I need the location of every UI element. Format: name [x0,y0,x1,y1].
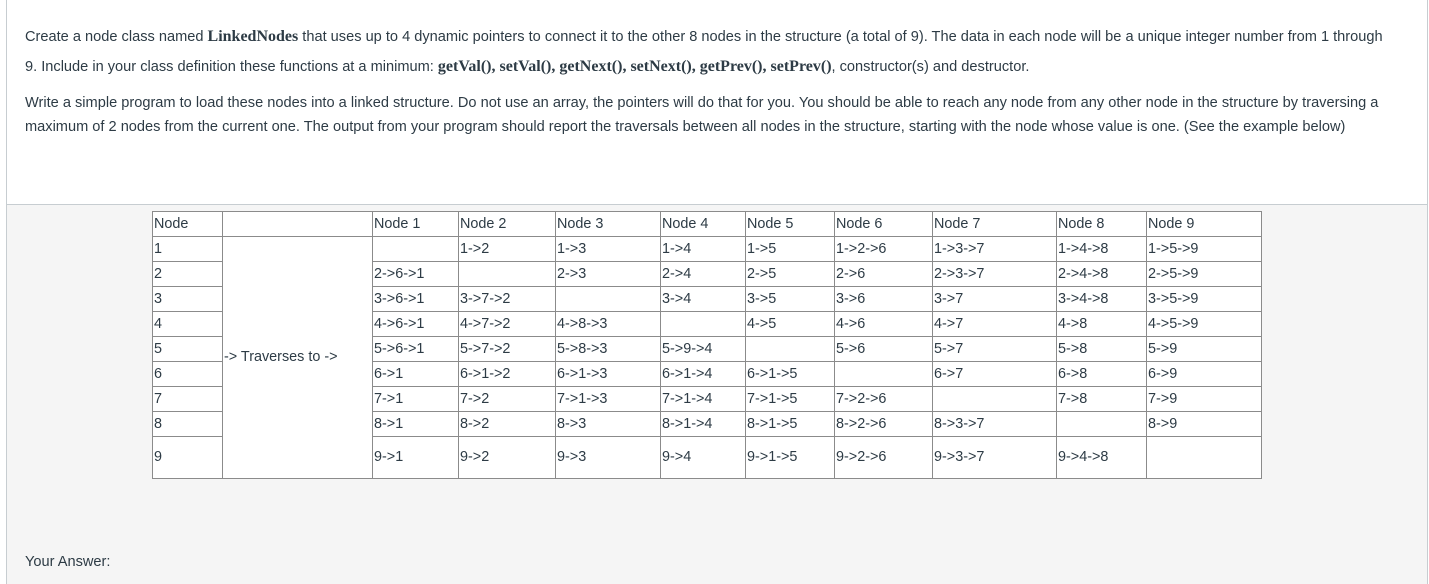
table-cell: 8->3->7 [933,412,1057,437]
class-name: LinkedNodes [207,28,299,45]
table-cell: 9->2 [459,437,556,479]
table-cell: 6->1->2 [459,362,556,387]
table-cell: 7->2->6 [835,387,933,412]
table-cell: 8->3 [556,412,661,437]
table-cell: 4->7 [933,312,1057,337]
row-label: 2 [153,262,223,287]
table-cell: 2->3->7 [933,262,1057,287]
table-cell: 1->5 [746,237,835,262]
table-cell: 8->1->4 [661,412,746,437]
table-cell [933,387,1057,412]
traverses-header-cell [223,212,373,237]
question-paragraph-2: Write a simple program to load these nodes into a linked structure. Do not use an array, the pointers will do that for you. You should be able to reach any node from any other node in the structure by traversing a maximum of 2 nodes from the current one. The output from your program should report the traversals between all nodes in the structure, starting with the node whose value is one. (See the example below) [25,95,1379,135]
table-cell: 6->7 [933,362,1057,387]
table-cell: 9->3->7 [933,437,1057,479]
table-cell: 6->1 [373,362,459,387]
table-cell [459,262,556,287]
table-cell: 2->4->8 [1057,262,1147,287]
table-cell: 7->1 [373,387,459,412]
table-cell: 4->6->1 [373,312,459,337]
table-cell [373,237,459,262]
function-name: getPrev() [699,58,763,75]
function-name: setVal() [499,58,552,75]
table-cell [1057,412,1147,437]
column-header: Node 4 [661,212,746,237]
table-cell: 8->1->5 [746,412,835,437]
table-cell: 1->4 [661,237,746,262]
row-label: 6 [153,362,223,387]
table-cell: 7->9 [1147,387,1262,412]
table-cell [746,337,835,362]
table-cell: 9->1 [373,437,459,479]
traversal-table [152,211,1262,479]
table-cell: 3->7 [933,287,1057,312]
table-cell: 7->8 [1057,387,1147,412]
column-header: Node 8 [1057,212,1147,237]
column-header: Node 6 [835,212,933,237]
table-cell: 8->2->6 [835,412,933,437]
table-cell: 2->6->1 [373,262,459,287]
table-cell: 3->4->8 [1057,287,1147,312]
table-cell: 5->9->4 [661,337,746,362]
question-text-area [7,0,1427,205]
table-cell: 2->3 [556,262,661,287]
traverses-to-label: -> Traverses to -> [223,237,373,479]
table-cell: 7->1->5 [746,387,835,412]
column-header: Node 9 [1147,212,1262,237]
row-header-cell: Node [153,212,223,237]
table-cell: 5->7 [933,337,1057,362]
function-name: getVal() [437,58,492,75]
table-cell: 9->3 [556,437,661,479]
table-cell: 9->4->8 [1057,437,1147,479]
table-cell [1147,437,1262,479]
table-cell: 6->9 [1147,362,1262,387]
table-row [153,237,1262,262]
table-cell: 5->7->2 [459,337,556,362]
function-name: getNext() [559,58,623,75]
your-answer-label: Your Answer: [25,554,111,570]
table-cell: 7->1->3 [556,387,661,412]
row-label: 7 [153,387,223,412]
table-cell: 3->6 [835,287,933,312]
table-cell: 4->5->9 [1147,312,1262,337]
function-name: setNext() [630,58,692,75]
table-cell: 6->8 [1057,362,1147,387]
question-text: Create a node class named [25,29,208,45]
table-cell: 1->2 [459,237,556,262]
question-paragraph-1: Create a node class named LinkedNodes that uses up to 4 dynamic pointers to connect it to the other 8 nodes in the structure (a total of 9). The data in each node will be a unique integer number from 1 through 9. Include in your class definition these functions at a minimum: getVal(), setVal(), getNext(), setNext(), getPrev(), setPrev(), constructor(s) and destructor. [25,28,1383,75]
table-cell: 6->1->5 [746,362,835,387]
table-cell [835,362,933,387]
table-header-row [153,212,1262,237]
table-cell: 1->2->6 [835,237,933,262]
question-text: that uses up to 4 dynamic pointers to connect it to the other 8 nodes in the structure (a total of 9). The data in each node will be a unique integer number from 1 through 9. Include in your class definition these functions at a minimum: [25,29,1383,75]
table-cell: 1->3 [556,237,661,262]
column-header: Node 7 [933,212,1057,237]
table-cell: 8->2 [459,412,556,437]
table-cell: 2->5->9 [1147,262,1262,287]
table-cell: 4->5 [746,312,835,337]
table-cell: 8->9 [1147,412,1262,437]
quiz-question-panel [6,0,1428,584]
column-header: Node 5 [746,212,835,237]
table-cell: 7->1->4 [661,387,746,412]
table-cell: 5->8->3 [556,337,661,362]
table-cell: 4->6 [835,312,933,337]
row-label: 1 [153,237,223,262]
row-label: 9 [153,437,223,479]
table-cell: 9->1->5 [746,437,835,479]
table-cell: 1->3->7 [933,237,1057,262]
table-cell: 1->5->9 [1147,237,1262,262]
table-cell: 4->7->2 [459,312,556,337]
table-cell: 3->5 [746,287,835,312]
table-cell: 4->8 [1057,312,1147,337]
row-label: 3 [153,287,223,312]
table-cell: 6->1->3 [556,362,661,387]
table-cell: 3->4 [661,287,746,312]
table-cell: 9->4 [661,437,746,479]
column-header: Node 2 [459,212,556,237]
table-cell: 2->6 [835,262,933,287]
table-cell: 5->6 [835,337,933,362]
table-cell: 5->9 [1147,337,1262,362]
table-cell: 2->4 [661,262,746,287]
column-header: Node 1 [373,212,459,237]
table-cell: 5->8 [1057,337,1147,362]
row-label: 5 [153,337,223,362]
row-label: 4 [153,312,223,337]
table-cell: 1->4->8 [1057,237,1147,262]
table-cell: 9->2->6 [835,437,933,479]
table-cell: 3->7->2 [459,287,556,312]
column-header: Node 3 [556,212,661,237]
table-cell: 5->6->1 [373,337,459,362]
table-cell: 2->5 [746,262,835,287]
table-cell [556,287,661,312]
table-cell: 3->5->9 [1147,287,1262,312]
table-cell [661,312,746,337]
table-cell: 3->6->1 [373,287,459,312]
table-cell: 7->2 [459,387,556,412]
table-cell: 6->1->4 [661,362,746,387]
table-cell: 4->8->3 [556,312,661,337]
table-cell: 8->1 [373,412,459,437]
function-name: setPrev() [770,58,832,75]
question-text: , constructor(s) and destructor. [831,59,1030,75]
row-label: 8 [153,412,223,437]
